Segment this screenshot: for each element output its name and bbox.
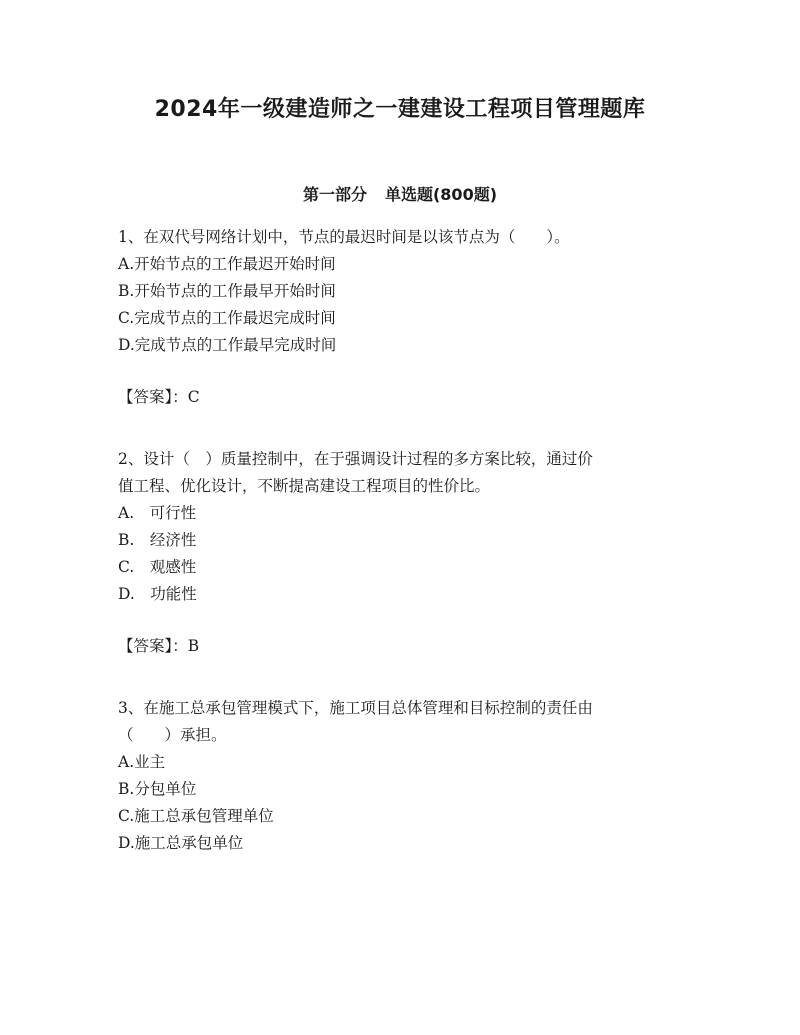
question-stem-line: 3、在施工总承包管理模式下，施工项目总体管理和目标控制的责任由	[118, 699, 593, 717]
option-c: C.施工总承包管理单位	[118, 807, 274, 825]
answer-line	[118, 633, 688, 660]
option-a: A.开始节点的工作最迟开始时间	[118, 255, 336, 273]
question-stem-line: 2、设计（ ）质量控制中，在于强调设计过程的多方案比较，通过价	[118, 450, 593, 468]
question-stem-line: 1、在双代号网络计划中，节点的最迟时间是以该节点为（ ）。	[118, 228, 570, 246]
option-b: B.开始节点的工作最早开始时间	[118, 282, 336, 300]
option-d: D.完成节点的工作最早完成时间	[118, 336, 337, 354]
option-c: C. 观感性	[118, 558, 197, 576]
option-d: D. 功能性	[118, 585, 197, 603]
answer-value: C	[187, 388, 200, 406]
section-name: 单选题(800题)	[384, 185, 498, 204]
answer-value: B	[187, 637, 200, 655]
section-heading	[0, 182, 800, 205]
answer-line	[118, 384, 688, 411]
option-a: A. 可行性	[118, 504, 197, 522]
document-title: 2024年一级建造师之一建建设工程项目管理题库	[154, 97, 646, 122]
option-b: B. 经济性	[118, 531, 197, 549]
option-b: B.分包单位	[118, 780, 197, 798]
section-part: 第一部分	[302, 185, 367, 204]
question-2	[118, 446, 688, 660]
question-stem-line: 值工程、优化设计，不断提高建设工程项目的性价比。	[118, 477, 491, 495]
option-c: C.完成节点的工作最迟完成时间	[118, 309, 336, 327]
option-d: D.施工总承包单位	[118, 834, 244, 852]
option-a: A.业主	[118, 753, 166, 771]
answer-label: 【答案】：	[118, 388, 188, 406]
question-stem-line: （ ）承担。	[118, 726, 227, 744]
question-1	[118, 224, 688, 411]
answer-label: 【答案】：	[118, 637, 188, 655]
question-3	[118, 695, 688, 857]
question-list	[118, 224, 688, 857]
